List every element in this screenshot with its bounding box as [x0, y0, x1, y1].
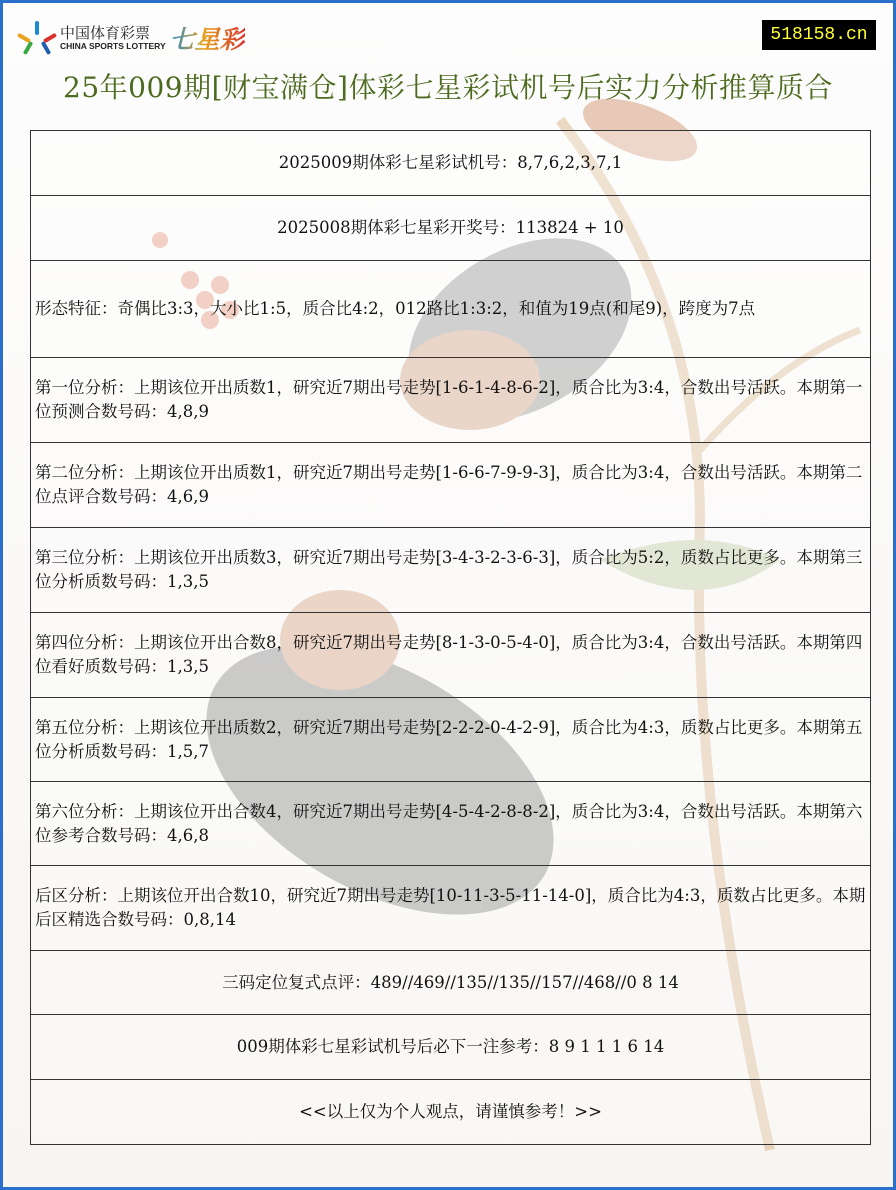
trial-number-row: 2025009期体彩七星彩试机号：8,7,6,2,3,7,1: [31, 131, 871, 196]
logo-chinese-text: 中国体育彩票: [60, 24, 151, 42]
logo-english-text: CHINA SPORTS LOTTERY: [60, 41, 166, 51]
lottery-star-icon: [20, 21, 54, 55]
qixingcai-logo-text: 七星彩: [170, 20, 245, 56]
position-1-analysis: 第一位分析：上期该位开出质数1，研究近7期出号走势[1-6-1-4-8-6-2]，质合比为3:4，合数出号活跃。本期第一位预测合数号码：4,8,9: [31, 358, 871, 443]
position-5-analysis: 第五位分析：上期该位开出质数2，研究近7期出号走势[2-2-2-0-4-2-9]，质合比为4:3，质数占比更多。本期第五位分析质数号码：1,5,7: [31, 698, 871, 782]
china-sports-lottery-logo: [20, 18, 245, 58]
position-4-analysis: 第四位分析：上期该位开出合数8，研究近7期出号走势[8-1-3-0-5-4-0]，质合比为3:4，合数出号活跃。本期第四位看好质数号码：1,3,5: [31, 613, 871, 698]
page-title: 25年009期[财宝满仓]体彩七星彩试机号后实力分析推算质合: [63, 71, 833, 104]
pattern-features-row: 形态特征：奇偶比3:3，大小比1:5，质合比4:2，012路比1:3:2，和值为19点(和尾9)，跨度为7点: [31, 261, 871, 358]
analysis-table: [30, 130, 871, 1145]
recommended-ticket-row: 009期体彩七星彩试机号后必下一注参考：8 9 1 1 1 6 14: [31, 1015, 871, 1080]
position-3-analysis: 第三位分析：上期该位开出质数3，研究近7期出号走势[3-4-3-2-3-6-3]，质合比为5:2，质数占比更多。本期第三位分析质数号码：1,3,5: [31, 528, 871, 613]
three-code-review-row: 三码定位复式点评：489//469//135//135//157//468//0 8 14: [31, 951, 871, 1015]
disclaimer-row: <<以上仅为个人观点，请谨慎参考！>>: [31, 1080, 871, 1145]
draw-result-row: 2025008期体彩七星彩开奖号：113824 + 10: [31, 196, 871, 261]
site-badge[interactable]: 518158.cn: [762, 20, 876, 50]
position-6-analysis: 第六位分析：上期该位开出合数4，研究近7期出号走势[4-5-4-2-8-8-2]，质合比为3:4，合数出号活跃。本期第六位参考合数号码：4,6,8: [31, 782, 871, 866]
position-2-analysis: 第二位分析：上期该位开出质数1，研究近7期出号走势[1-6-6-7-9-9-3]，质合比为3:4，合数出号活跃。本期第二位点评合数号码：4,6,9: [31, 443, 871, 528]
back-zone-analysis: 后区分析：上期该位开出合数10，研究近7期出号走势[10-11-3-5-11-14-0]，质合比为4:3，质数占比更多。本期后区精选合数号码：0,8,14: [31, 866, 871, 951]
